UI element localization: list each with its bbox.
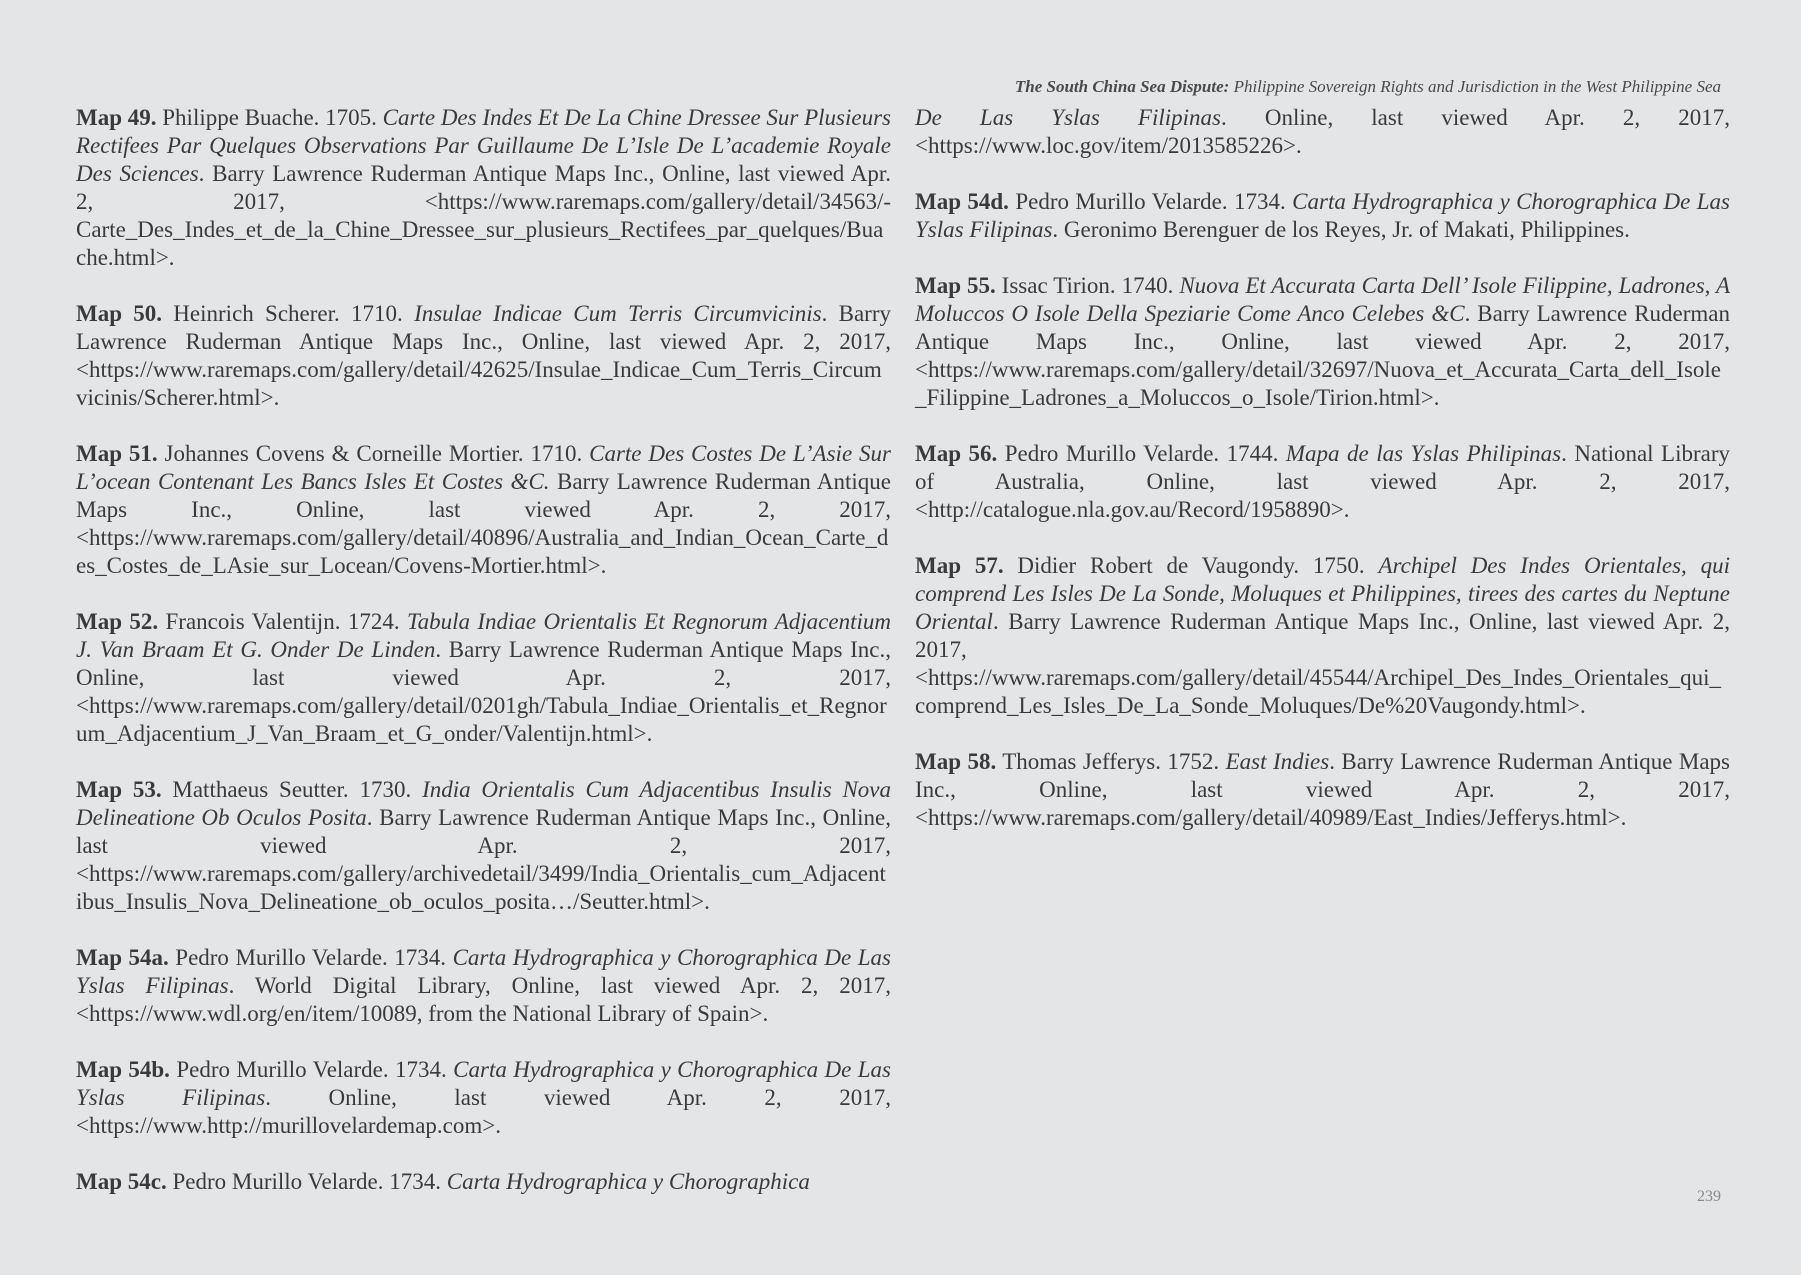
map-title: India Orientalis Cum Adjacentibus Insulis Nova Delineatione Ob Oculos Posita <box>76 777 892 830</box>
map-source: . Barry Lawrence Ruderman Antique Maps Inc., Online, last viewed Apr. 2, 2017, <https://www.raremaps.com/gallery/detail/34563/-Carte_Des_Indes_et_de_la_Chine_Dressee_sur_plusieurs_Rectifees_par_quelques/Buache.html>. <box>76 161 891 270</box>
map-label: Map 51. <box>76 441 158 466</box>
map-reference-entry <box>915 188 1730 244</box>
map-label: Map 53. <box>76 777 162 802</box>
map-reference-entry <box>915 104 1730 160</box>
map-author-year: Philippe Buache. 1705. <box>156 105 383 130</box>
map-reference-entry <box>915 552 1730 720</box>
map-reference-entry <box>76 1168 891 1196</box>
map-title: Carte Des Indes Et De La Chine Dressee Sur Plusieurs Rectifees Par Quelques Observations Par Guillaume De L’Isle De L’academie Royale Des Sciences <box>76 105 892 186</box>
map-reference-entry <box>76 608 891 748</box>
map-source: . National Library of Australia, Online, last viewed Apr. 2, 2017, <http://catalogue.nla.gov.au/Record/1958890>. <box>915 441 1731 522</box>
book-title: The South China Sea Dispute: <box>1014 77 1230 96</box>
map-reference-entry <box>915 748 1730 832</box>
map-label: Map 57. <box>915 553 1004 578</box>
map-author-year: Pedro Murillo Velarde. 1734. <box>166 1169 447 1194</box>
map-title: De Las Yslas Filipinas <box>915 105 1221 130</box>
map-title: Carte Des Costes De L’Asie Sur L’ocean Contenant Les Bancs Isles Et Costes &C. <box>76 441 891 494</box>
map-source: . Barry Lawrence Ruderman Antique Maps Inc., Online, last viewed Apr. 2, 2017, <https://www.raremaps.com/gallery/detail/40989/East_Indies/Jefferys.html>. <box>915 749 1730 830</box>
map-author-year: Pedro Murillo Velarde. 1744. <box>997 441 1286 466</box>
map-label: Map 49. <box>76 105 157 130</box>
map-label: Map 54c. <box>76 1169 167 1194</box>
map-label: Map 54a. <box>76 945 169 970</box>
map-label: Map 54b. <box>76 1057 170 1082</box>
map-title: Tabula Indiae Orientalis Et Regnorum Adjacentium J. Van Braam Et G. Onder De Linden <box>76 609 891 662</box>
map-author-year: Johannes Covens & Corneille Mortier. 1710. <box>157 441 590 466</box>
map-author-year: Heinrich Scherer. 1710. <box>162 301 415 326</box>
map-reference-entry <box>76 440 891 580</box>
map-author-year: Pedro Murillo Velarde. 1734. <box>1008 189 1293 214</box>
map-source: . World Digital Library, Online, last viewed Apr. 2, 2017, <https://www.wdl.org/en/item/10089, from the National Library of Spain>. <box>76 973 891 1026</box>
map-label: Map 50. <box>76 301 163 326</box>
map-source: . Barry Lawrence Ruderman Antique Maps Inc., Online, last viewed Apr. 2, 2017, <https://www.raremaps.com/gallery/archivedetail/3499/India_Orientalis_cum_Adjacentibus_Insulis_Nova_Delineatione_ob_oculos_posita…/Seutter.html>. <box>76 805 891 914</box>
page-number: 239 <box>1697 1188 1721 1205</box>
map-label: Map 58. <box>915 749 997 774</box>
map-source: . Online, last viewed Apr. 2, 2017, <https://www.http://murillovelardemap.com>. <box>76 1085 891 1138</box>
left-column <box>76 104 891 1224</box>
map-reference-entry <box>76 944 891 1028</box>
map-source: . Online, last viewed Apr. 2, 2017, <https://www.loc.gov/item/2013585226>. <box>915 105 1730 158</box>
map-reference-entry <box>915 272 1730 412</box>
map-author-year: Matthaeus Seutter. 1730. <box>161 777 423 802</box>
map-title: Mapa de las Yslas Philipinas <box>1285 441 1562 466</box>
map-title: Nuova Et Accurata Carta Dell’ Isole Filippine, Ladrones, A Moluccos O Isole Della Speziarie Come Anco Celebes &C <box>915 273 1730 326</box>
map-reference-entry <box>76 776 891 916</box>
map-author-year: Pedro Murillo Velarde. 1734. <box>169 1057 454 1082</box>
map-author-year: Issac Tirion. 1740. <box>995 273 1180 298</box>
running-header <box>1015 77 1721 97</box>
map-label: Map 54d. <box>915 189 1009 214</box>
map-title: East Indies <box>1225 749 1330 774</box>
map-title: Archipel Des Indes Orientales, qui comprend Les Isles De La Sonde, Moluques et Philippines, tirees des cartes du Neptune Oriental <box>915 553 1731 634</box>
map-source: . Barry Lawrence Ruderman Antique Maps Inc., Online, last viewed Apr. 2, 2017, <https://www.raremaps.com/gallery/detail/42625/Insulae_Indicae_Cum_Terris_Circumvicinis/Scherer.html>. <box>76 301 892 410</box>
map-title: Carta Hydrographica y Chorographica De Las Yslas Filipinas <box>915 189 1731 242</box>
map-title: Carta Hydrographica y Chorographica De Las Yslas Filipinas <box>76 945 892 998</box>
map-source: . Barry Lawrence Ruderman Antique Maps Inc., Online, last viewed Apr. 2, 2017, <https://www.raremaps.com/gallery/detail/32697/Nuova_et_Accurata_Carta_dell_Isole_Filippine_Ladrones_a_Moluccos_o_Isole/Tirion.html>. <box>915 301 1731 410</box>
map-source: . Barry Lawrence Ruderman Antique Maps Inc., Online, last viewed Apr. 2, 2017, <https://www.raremaps.com/gallery/detail/45544/Archipel_Des_Indes_Orientales_qui_comprend_Les_Isles_De_La_Sonde_Moluques/De%20Vaugondy.html>. <box>915 609 1730 718</box>
map-reference-entry <box>76 1056 891 1140</box>
right-column <box>915 104 1730 860</box>
map-reference-entry <box>915 440 1730 524</box>
map-label: Map 52. <box>76 609 159 634</box>
map-source: . Geronimo Berenguer de los Reyes, Jr. of Makati, Philippines. <box>1052 217 1630 242</box>
map-title: Carta Hydrographica y Chorographica De Las Yslas Filipinas <box>76 1057 892 1110</box>
map-reference-entry <box>76 104 891 272</box>
map-title: Insulae Indicae Cum Terris Circumvicinis <box>414 301 822 326</box>
map-label: Map 55. <box>915 273 996 298</box>
map-author-year: Didier Robert de Vaugondy. 1750. <box>1003 553 1379 578</box>
map-source: Barry Lawrence Ruderman Antique Maps Inc., Online, last viewed Apr. 2, 2017, <https://www.raremaps.com/gallery/detail/40896/Australia_and_Indian_Ocean_Carte_des_Costes_de_LAsie_sur_Locean/Covens-Mortier.html>. <box>76 469 891 578</box>
map-author-year: Francois Valentijn. 1724. <box>158 609 407 634</box>
map-reference-entry <box>76 300 891 412</box>
book-subtitle: Philippine Sovereign Rights and Jurisdiction in the West Philippine Sea <box>1233 77 1721 96</box>
map-label: Map 56. <box>915 441 998 466</box>
map-author-year: Pedro Murillo Velarde. 1734. <box>168 945 453 970</box>
map-title: Carta Hydrographica y Chorographica <box>446 1169 810 1194</box>
map-source: . Barry Lawrence Ruderman Antique Maps Inc., Online, last viewed Apr. 2, 2017, <https://www.raremaps.com/gallery/detail/0201gh/Tabula_Indiae_Orientalis_et_Regnorum_Adjacentium_J_Van_Braam_et_G_onder/Valentijn.html>. <box>76 637 891 746</box>
map-author-year: Thomas Jefferys. 1752. <box>996 749 1226 774</box>
